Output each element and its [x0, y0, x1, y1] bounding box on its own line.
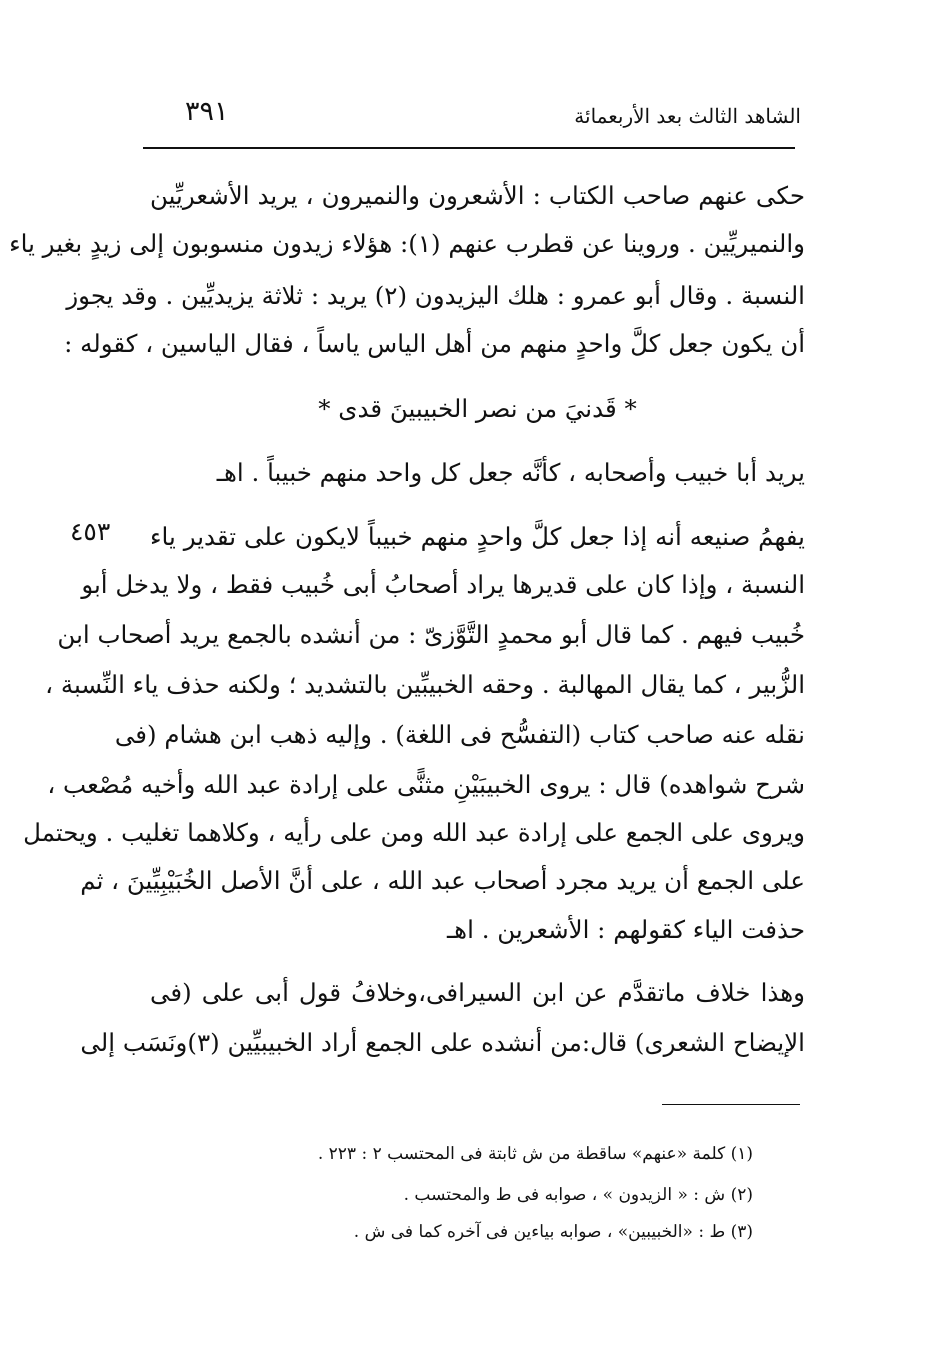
text-line: النسبة . وقال أبو عمرو : هلك اليزيدون (٢) يريد : ثلاثة يزيديِّين . وقد يجوز [66, 281, 805, 310]
text-line: يفهمُ صنيعه أنه إذا جعل كلَّ واحدٍ منهم خبيباً لايكون على تقدير ياء [150, 522, 805, 551]
text-line: يريد أبا خبيب وأصحابه ، كأنَّه جعل كل واحد منهم خبيباً . اهـ [216, 458, 805, 487]
text-line: وهذا خلاف ماتقدَّم عن ابن السيرافى،وخلافُ قول أبى على (فى [150, 978, 805, 1007]
footnote: (٢) ش : « الزيدون » ، صوابه فى ط والمحتسب . [403, 1185, 753, 1205]
footnote: (١) كلمة «عنهم» ساقطة من ش ثابتة فى المحتسب ٢ : ٢٢٣ . [317, 1144, 753, 1164]
footnote-rule [662, 1104, 800, 1105]
text-line: والنميريِّين . وروينا عن قطرب عنهم (١): هؤلاء زيدون منسوبون إلى زيدٍ بغير ياء [9, 229, 805, 258]
text-line: حكى عنهم صاحب الكتاب : الأشعرون والنميرون ، يريد الأشعريِّين [150, 181, 805, 210]
text-line: نقله عنه صاحب كتاب (التفسُّح فى اللغة) . وإليه ذهب ابن هشام (فى [114, 720, 805, 749]
footnote: (٣) ط : «الخبيبين» ، صوابه بياءين فى آخره كما فى ش . [353, 1222, 753, 1242]
text-line: ويروى على الجمع على إرادة عبد الله ومن على رأيه ، وكلاهما تغليب . ويحتمل [23, 818, 805, 847]
page-number: ٣٩١ [185, 96, 229, 127]
text-line: على الجمع أن يريد مجرد أصحاب عبد الله ، على أنَّ الأصل الخُبَيْبِيِّينَ ، ثم [80, 866, 805, 895]
running-header-title: الشاهد الثالث بعد الأربعمائة [574, 104, 801, 128]
text-line: خُبيب فيهم . كما قال أبو محمدٍ التَّوَّزىّ : من أنشده بالجمع يريد أصحاب ابن [57, 620, 805, 649]
verse-line: * قَدنيَ من نصر الخبيبينَ قدى * [318, 394, 637, 423]
text-line: الزُّبير ، كما يقال المهالبة . وحقه الخبيبِّين بالتشديد ؛ ولكنه حذف ياء النِّسبة ، [45, 670, 805, 699]
text-line: النسبة ، وإذا كان على قديرها يراد أصحابُ أبى خُبيب فقط ، ولا يدخل أبو [81, 570, 805, 599]
text-line: شرح شواهده) قال : يروى الخبيبَيْنِ مثنًّى على إرادة عبد الله وأخيه مُصْعب ، [47, 770, 805, 799]
text-line: الإيضاح الشعرى) قال:من أنشده على الجمع أراد الخبيبيِّين (٣)ونَسَب إلى [80, 1028, 805, 1057]
margin-reference-number: ٤٥٣ [70, 517, 111, 546]
text-line: أن يكون جعل كلَّ واحدٍ منهم من أهل الياس ياساً ، فقال الياسين ، كقوله : [64, 329, 805, 358]
text-line: حذفت الياء كقولهم : الأشعرين . اهـ [447, 915, 805, 944]
header-rule [143, 147, 795, 149]
